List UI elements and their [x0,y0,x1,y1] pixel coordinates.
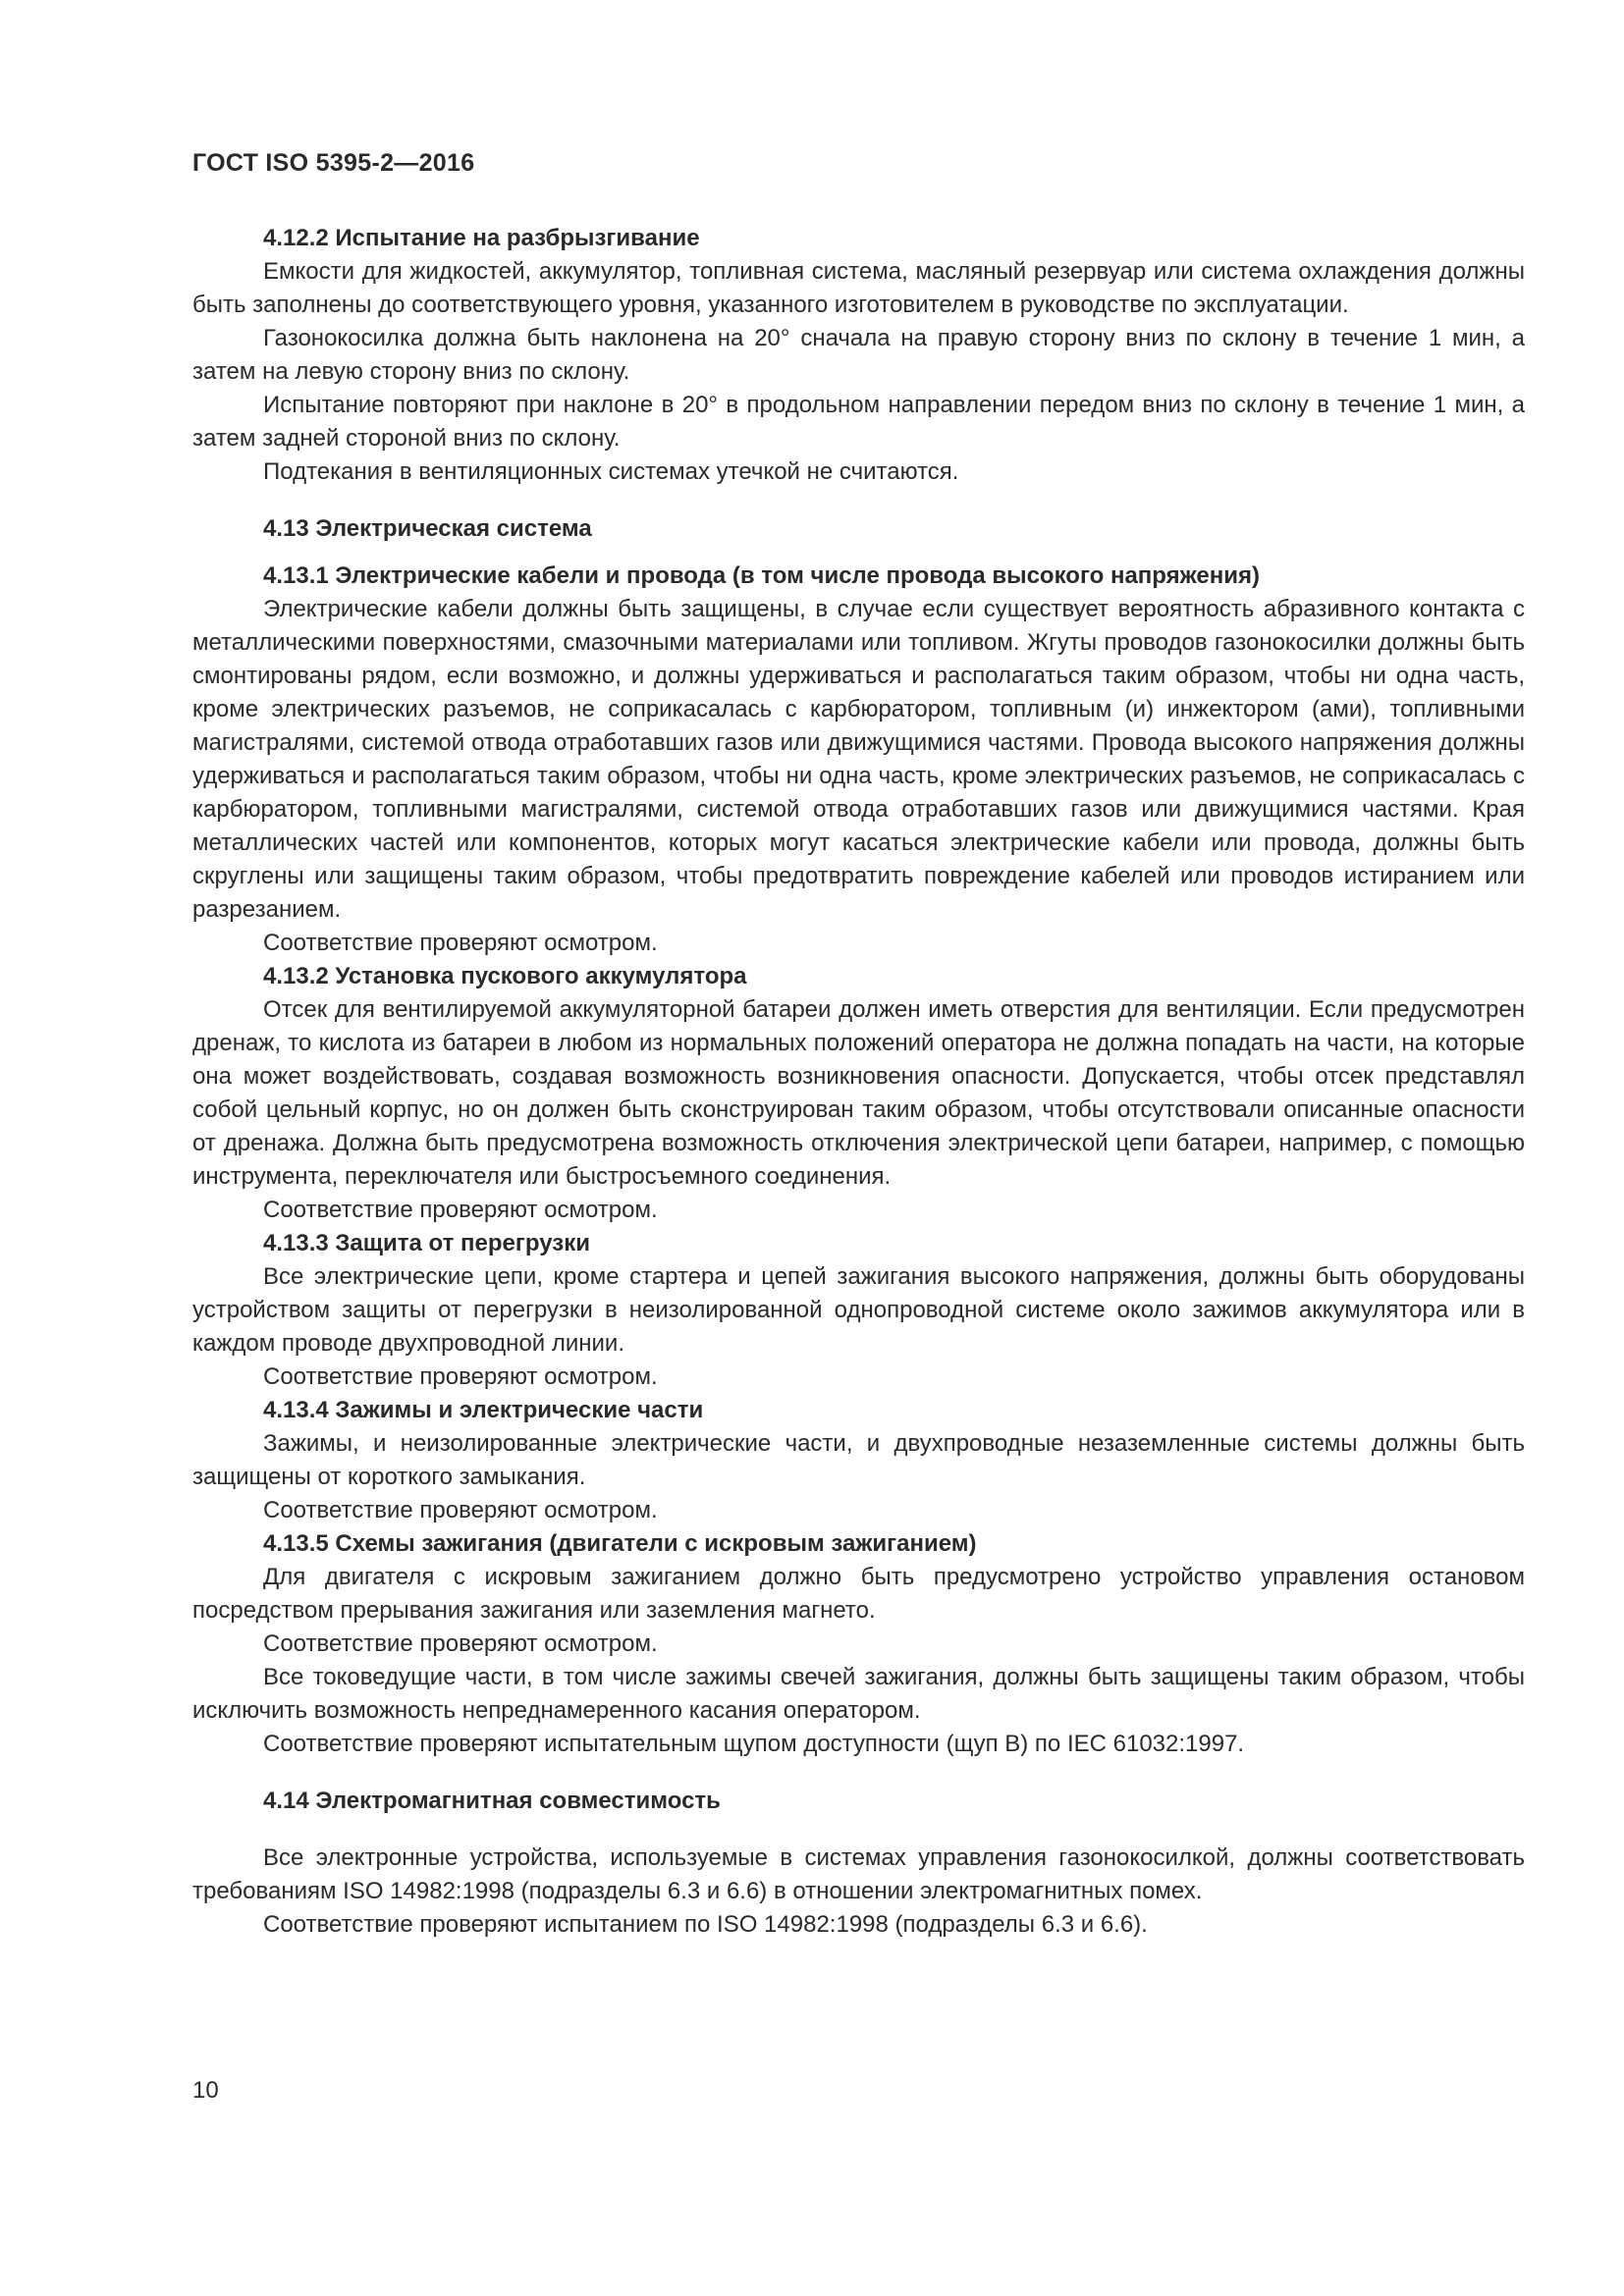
paragraph: Все электрические цепи, кроме стартера и цепей зажигания высокого напряжения, должны быть оборудованы устройством защиты от перегрузки в неизолированной однопроводной системе около зажимов аккумулятора или в каждом проводе двухпроводной линии. [192,1263,1525,1357]
section-heading: 4.14 Электромагнитная совместимость [263,1788,721,1814]
paragraph: Емкости для жидкостей, аккумулятор, топливная система, масляный резервуар или система охлаждения должны быть заполнены до соответствующего уровня, указанного изготовителем в руководстве по эксплуатации. [192,258,1525,318]
section-heading: 4.13.5 Схемы зажигания (двигатели с искровым зажиганием) [263,1530,977,1557]
paragraph: Электрические кабели должны быть защищены, в случае если существует вероятность абразивного контакта с металлическими поверхностями, смазочными материалами или топливом. Жгуты проводов газонокосилки должны быть смонтированы рядом, если возможно, и должны удерживаться и располагаться таким образом, чтобы ни одна часть, кроме электрических разъемов, не соприкасалась с карбюратором, топливным (и) инжектором (ами), топливными магистралями, системой отвода отработавших газов или движущимися частями. Провода высокого напряжения должны удерживаться и располагаться таким образом, чтобы ни одна часть, кроме электрических разъемов, не соприкасалась с карбюратором, топливными магистралями, системой отвода отработавших газов или движущимися частями. Края металлических частей или компонентов, которых могут касаться электрические кабели или провода, должны быть скруглены или защищены таким образом, чтобы предотвратить повреждение кабелей или проводов истиранием или разрезанием. [192,596,1525,923]
paragraph: Соответствие проверяют осмотром. [263,1630,658,1657]
section-4-14 [192,1785,1525,1942]
paragraph: Соответствие проверяют осмотром. [263,1497,658,1523]
paragraph: Соответствие проверяют осмотром. [263,1197,658,1223]
paragraph: Все электронные устройства, используемые в системах управления газонокосилкой, должны соответствовать требованиям ISO 14982:1998 (подразделы 6.3 и 6.6) в отношении электромагнитных помех. [192,1844,1525,1904]
paragraph: Соответствие проверяют испытательным щупом доступности (щуп В) по IEC 61032:1997. [263,1731,1245,1757]
paragraph: Соответствие проверяют испытанием по ISO 14982:1998 (подразделы 6.3 и 6.6). [263,1911,1148,1938]
page-number: 10 [192,2077,219,2104]
section-4-13-1 [192,560,1525,960]
paragraph: Подтекания в вентиляционных системах утечкой не считаются. [263,458,959,485]
paragraph: Зажимы, и неизолированные электрические части, и двухпроводные незаземленные системы должны быть защищены от короткого замыкания. [192,1430,1525,1490]
paragraph: Испытание повторяют при наклоне в 20° в продольном направлении передом вниз по склону в течение 1 мин, а затем задней стороной вниз по склону. [192,392,1525,452]
spacer [192,489,1525,512]
document-body [192,222,1525,1942]
paragraph: Для двигателя с искровым зажиганием должно быть предусмотрено устройство управления остановом посредством прерывания зажигания или заземления магнето. [192,1564,1525,1624]
section-heading: 4.13.4 Зажимы и электрические части [263,1397,704,1423]
paragraph: Все токоведущие части, в том числе зажимы свечей зажигания, должны быть защищены таким образом, чтобы исключить возможность непреднамеренного касания оператором. [192,1664,1525,1724]
section-4-13-4 [192,1394,1525,1527]
paragraph: Отсек для вентилируемой аккумуляторной батареи должен иметь отверстия для вентиляции. Если предусмотрен дренаж, то кислота из батареи в любом из нормальных положений оператора не должна попадать на части, на которые она может воздействовать, создавая возможность возникновения опасности. Допускается, чтобы отсек представлял собой цельный корпус, но он должен быть сконструирован таким образом, чтобы отсутствовали описанные опасности от дренажа. Должна быть предусмотрена возможность отключения электрической цепи батареи, например, с помощью инструмента, переключателя или быстросъемного соединения. [192,996,1525,1190]
section-heading: 4.12.2 Испытание на разбрызгивание [263,225,700,251]
spacer [192,1818,1525,1842]
section-heading: 4.13.2 Установка пускового аккумулятора [263,963,747,989]
section-4-13-2 [192,960,1525,1227]
section-4-13-5 [192,1527,1525,1761]
paragraph: Соответствие проверяют осмотром. [263,930,658,956]
spacer [192,1761,1525,1785]
section-heading: 4.13 Электрическая система [263,515,592,542]
section-4-13-3 [192,1227,1525,1394]
paragraph: Соответствие проверяют осмотром. [263,1363,658,1390]
spacer [192,546,1525,560]
document-code: ГОСТ ISO 5395-2—2016 [192,149,475,177]
paragraph: Газонокосилка должна быть наклонена на 20° сначала на правую сторону вниз по склону в течение 1 мин, а затем на левую сторону вниз по склону. [192,325,1525,385]
section-heading: 4.13.1 Электрические кабели и провода (в том числе провода высокого напряжения) [263,562,1260,589]
section-4-12-2 [192,222,1525,489]
section-4-13 [192,512,1525,546]
section-heading: 4.13.3 Защита от перегрузки [263,1230,590,1256]
